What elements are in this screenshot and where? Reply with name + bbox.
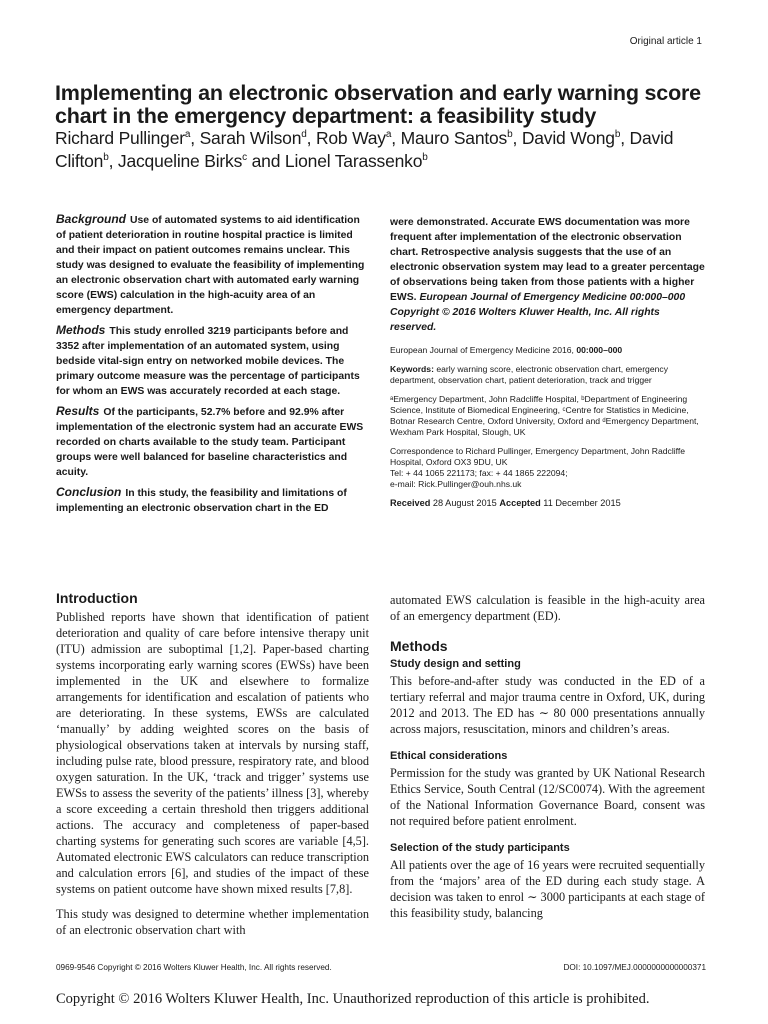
affiliations: ᵃEmergency Department, John Radcliffe Hospital, ᵇDepartment of Engineering Science, Institute of Biomedical Engineering, ᶜCentre for Statistics in Medicine, Botnar Research Centre, Oxford University, Oxford and ᵈEmergency Department, Wexham Park Hospital, Slough, UK: [390, 394, 699, 437]
subheading-study-design: Study design and setting: [390, 658, 521, 670]
footer-issn: 0969-9546 Copyright © 2016 Wolters Kluwer Health, Inc. All rights reserved.: [56, 963, 332, 972]
results-label: Results: [56, 404, 100, 418]
article-metadata: [390, 345, 708, 517]
keywords: Keywords: early warning score, electronic observation chart, emergency department, observation chart, patient deterioration, track and trigger: [390, 364, 668, 385]
intro-paragraph: Published reports have shown that identification of patient deterioration and quality of care before intensive therapy unit (ITU) admission are suboptimal [1,2]. Paper-based charting systems incorporating early warning scores (EWSs) have been implemented in the UK and elsewhere to formalize arrangements for identification and escalation of patients who are deteriorating. In these systems, EWSs are calculated ‘manually’ by adding weighted scores on the basis of physiological observations taken at intervals by nursing staff, including pulse rate, blood pressure, respiratory rate, and blood oxygen saturation. In the UK, ‘track and trigger’ systems use EWSs to assess the severity of the patients’ illness [3], whereby a score exceeding a certain threshold then triggers additional actions. The accuracy and completeness of paper-based charting systems for generating such scores are variable [4,5]. Automated electronic EWS calculators can reduce transcription and calculation errors [6], and studies of the impact of these systems on patient outcome have shown mixed results [7,8].: [56, 610, 369, 896]
subheading-participant-selection: Selection of the study participants: [390, 842, 570, 854]
email-link[interactable]: e-mail: Rick.Pullinger@ouh.nhs.uk: [390, 479, 522, 489]
abstract-methods: Methods This study enrolled 3219 participants before and 3352 after implementation of an automated system, using bedside vital-sign entry on networked mobile devices. The primary outcome measure was the percentage of participants for whom an EWS was accurately recorded at each stage.: [56, 323, 360, 397]
body-column-left: [56, 590, 369, 938]
section-heading-methods: Methods: [390, 638, 448, 654]
article-title: Implementing an electronic observation and early warning score chart in the emergency department: a feasibility study: [55, 81, 701, 128]
copyright-notice: Copyright © 2016 Wolters Kluwer Health, Inc. Unauthorized reproduction of this article is prohibited.: [56, 991, 650, 1007]
intro-paragraph-continued: automated EWS calculation is feasible in the high-acuity area of an emergency department (ED).: [390, 593, 705, 623]
background-label: Background: [56, 212, 127, 226]
conclusion-label: Conclusion: [56, 485, 122, 499]
section-heading-introduction: Introduction: [56, 590, 138, 606]
journal-reference: European Journal of Emergency Medicine 2016, 00:000–000: [390, 345, 623, 355]
subheading-ethical-considerations: Ethical considerations: [390, 750, 508, 762]
abstract-left: [56, 212, 369, 521]
abstract-background: Background Use of automated systems to aid identification of patient deterioration in routine hospital practice is limited and their impact on patient outcomes remains unclear. This study was designed to evaluate the feasibility of implementing an electronic observation chart with automated early warning score (EWS) calculation in the high-acuity area of an emergency department.: [56, 212, 365, 316]
author: David Wong$^b$,: [521, 128, 630, 148]
correspondence: Correspondence to Richard Pullinger, Emergency Department, John Radcliffe Hospital, Oxford OX3 9DU, UK Tel: + 44 1065 221173; fax: + 44 1865 222094; e-mail: Rick.Pullinger@ouh.nhs.uk: [390, 446, 686, 489]
author-list: [55, 127, 725, 173]
author: David Clifton$^b$,: [55, 128, 674, 171]
running-head: Original article 1: [629, 36, 702, 47]
author: Lionel Tarassenko$^b$: [284, 151, 428, 171]
methods-paragraph: Permission for the study was granted by UK National Research Ethics Service, South Central (12/SC0074). With the agreement of the National Information Governance Board, consent was not required before patient enrolment.: [390, 766, 705, 828]
intro-paragraph: This study was designed to determine whether implementation of an electronic observation chart with: [56, 907, 369, 937]
methods-label: Methods: [56, 323, 106, 337]
abstract-conclusion-continued: were demonstrated. Accurate EWS documentation was more frequent after implementation of the electronic observation chart. Retrospective analysis suggests that the use of an electronic observation system may lead to a greater percentage of observations being taken from those patients with a higher EWS. European Journal of Emergency Medicine 00:000–000 Copyright © 2016 Wolters Kluwer Health, Inc. All rights reserved.: [390, 217, 705, 333]
body-column-right: [390, 592, 705, 921]
methods-paragraph: This before-and-after study was conducted in the ED of a tertiary referral and major trauma centre in Oxford, UK, during 2012 and 2013. The ED has ∼ 80 000 presentations annually across majors, resuscitation, minors and children’s areas.: [390, 674, 705, 736]
author: Mauro Santos$^b$,: [400, 128, 522, 148]
abstract-results: Results Of the participants, 52.7% before and 92.9% after implementation of the electronic system had an accurate EWS recorded on charts available to the study team. Participant groups were well balanced for baseline characteristics and acuity.: [56, 404, 364, 478]
author: Rob Way$^a$,: [315, 128, 401, 148]
abstract-right: [390, 215, 705, 340]
abstract-citation: European Journal of Emergency Medicine 00:000–000 Copyright © 2016 Wolters Kluwer Health, Inc. All rights reserved.: [390, 292, 686, 333]
dates: Received 28 August 2015 Accepted 11 December 2015: [390, 498, 621, 508]
footer-doi[interactable]: DOI: 10.1097/MEJ.0000000000000371: [563, 963, 706, 972]
author: Sarah Wilson$^d$,: [199, 128, 316, 148]
abstract-conclusion: Conclusion In this study, the feasibility and limitations of implementing an electronic observation chart in the ED: [56, 485, 347, 514]
methods-paragraph: All patients over the age of 16 years were recruited sequentially from the ‘majors’ area of the ED during each study stage. A decision was taken to enrol ∼ 3000 participants at each stage of this feasibility study, balancing: [390, 858, 705, 920]
author: Richard Pullinger$^a$,: [55, 128, 200, 148]
author: Jacqueline Birks$^c$ and: [117, 151, 285, 171]
